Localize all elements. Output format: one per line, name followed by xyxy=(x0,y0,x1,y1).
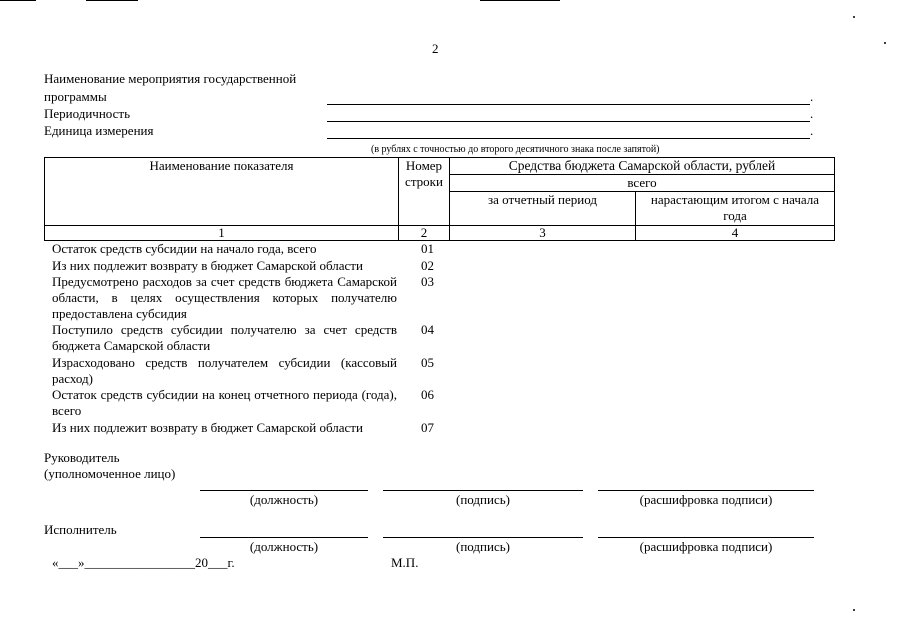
table-row-code: 05 xyxy=(421,355,434,370)
col-header-budget: Средства бюджета Самарской области, рублей xyxy=(450,158,835,175)
stamp-place: М.П. xyxy=(391,555,419,570)
head-position-line xyxy=(200,490,368,491)
executor-position-line xyxy=(200,537,368,538)
signer-head-subtitle: (уполномоченное лицо) xyxy=(44,466,176,481)
signer-executor-title: Исполнитель xyxy=(44,522,117,537)
table-row-code: 07 xyxy=(421,420,434,435)
table-row-code: 04 xyxy=(421,322,434,337)
scan-dot xyxy=(853,609,855,611)
head-signature-label: (подпись) xyxy=(456,492,510,507)
col-number-3: 3 xyxy=(450,226,636,241)
field-end-dot: . xyxy=(810,89,814,104)
head-decoding-label: (расшифровка подписи) xyxy=(639,492,773,507)
precision-note: (в рублях с точностью до второго десятичного знака после запятой) xyxy=(371,144,660,155)
scan-artifact-line xyxy=(86,0,138,1)
page-number: 2 xyxy=(432,41,439,56)
field-label-measure-line2: программы xyxy=(44,89,107,104)
executor-signature-line xyxy=(383,537,583,538)
field-end-dot: . xyxy=(810,123,814,138)
field-label-measure-line1: Наименование мероприятия государственной xyxy=(44,71,297,86)
executor-decoding-line xyxy=(598,537,814,538)
signer-head-title: Руководитель xyxy=(44,450,120,465)
col-header-total: всего xyxy=(450,175,835,192)
table-row-code: 01 xyxy=(421,241,434,256)
col-number-2: 2 xyxy=(399,226,450,241)
field-label-periodicity: Периодичность xyxy=(44,106,131,121)
table-row-text: Поступило средств субсидии получателю за счет средств бюджета Самарской области xyxy=(52,322,397,353)
col-header-cumulative: нарастающим итогом с начала года xyxy=(636,192,835,226)
table-row-text: Остаток средств субсидии на начало года, всего xyxy=(52,241,317,256)
table-row-code: 03 xyxy=(421,274,434,289)
executor-signature-label: (подпись) xyxy=(456,539,510,554)
scan-dot xyxy=(853,16,855,18)
report-table-header xyxy=(44,157,835,241)
table-row-code: 02 xyxy=(421,258,434,273)
table-row-text: Предусмотрено расходов за счет средств бюджета Самарской области, в целях осуществления которых получателю предоставлена субсидия xyxy=(52,274,397,321)
executor-position-label: (должность) xyxy=(249,539,319,554)
head-decoding-line xyxy=(598,490,814,491)
scan-artifact-line xyxy=(0,0,36,1)
col-number-4: 4 xyxy=(636,226,835,241)
table-row-text: Из них подлежит возврату в бюджет Самарской области xyxy=(52,420,363,435)
col-header-row-number: Номер строки xyxy=(399,158,450,226)
table-row-code: 06 xyxy=(421,387,434,402)
scan-dot xyxy=(884,42,886,44)
table-row-text: Израсходовано средств получателем субсидии (кассовый расход) xyxy=(52,355,397,386)
executor-decoding-label: (расшифровка подписи) xyxy=(639,539,773,554)
date-line: «___»_________________20___г. xyxy=(52,555,235,570)
field-line-measure xyxy=(327,104,810,105)
field-line-unit xyxy=(327,138,810,139)
table-row-text: Из них подлежит возврату в бюджет Самарской области xyxy=(52,258,363,273)
col-number-1: 1 xyxy=(45,226,399,241)
table-row-text: Остаток средств субсидии на конец отчетного периода (года), всего xyxy=(52,387,397,418)
col-header-reporting-period: за отчетный период xyxy=(450,192,636,226)
head-signature-line xyxy=(383,490,583,491)
col-header-indicator: Наименование показателя xyxy=(45,158,399,226)
scan-artifact-line xyxy=(480,0,560,1)
head-position-label: (должность) xyxy=(249,492,319,507)
field-label-unit: Единица измерения xyxy=(44,123,154,138)
field-end-dot: . xyxy=(810,106,814,121)
field-line-periodicity xyxy=(327,121,810,122)
